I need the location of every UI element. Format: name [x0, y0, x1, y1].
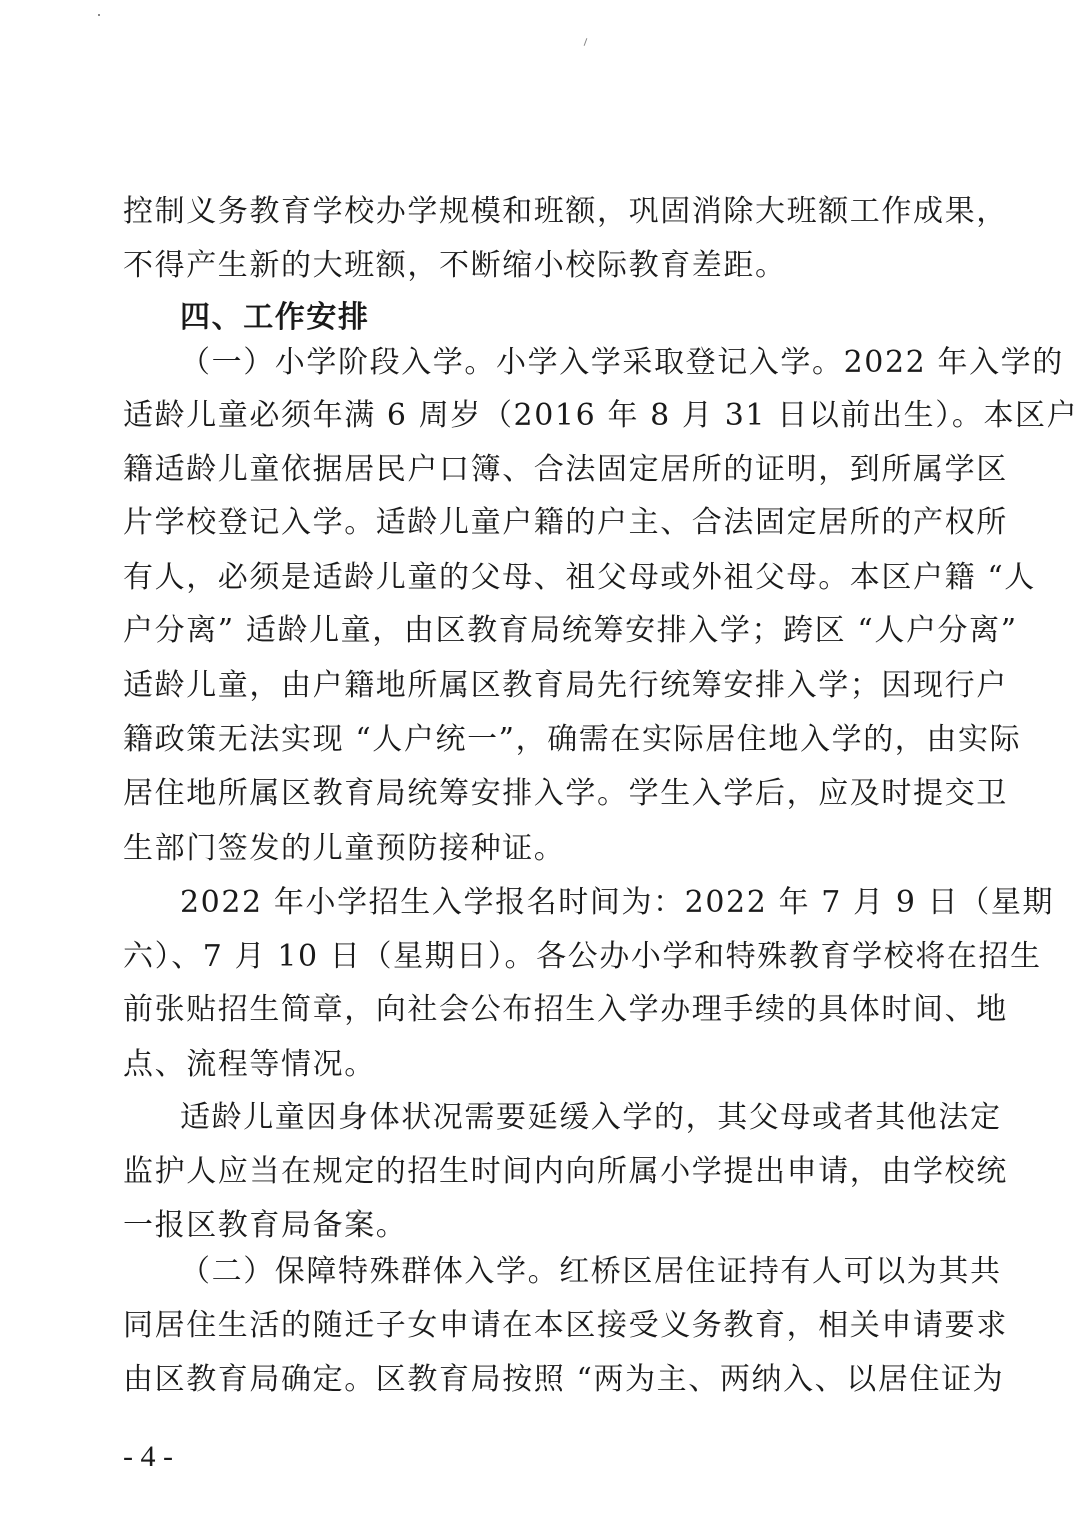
- text-line: 前张贴招生简章，向社会公布招生入学办理手续的具体时间、地: [123, 992, 1008, 1027]
- text-line: 适龄儿童必须年满 6 周岁（2016 年 8 月 31 日以前出生）。本区户: [123, 398, 1079, 433]
- text-line: 籍适龄儿童依据居民户口簿、合法固定居所的证明，到所属学区: [123, 452, 1008, 487]
- text-line: 由区教育局确定。区教育局按照 “两为主、两纳入、以居住证为: [123, 1362, 1005, 1397]
- scan-mark: [584, 38, 588, 46]
- text-line: 一报区教育局备案。: [123, 1208, 408, 1243]
- text-line: （一）小学阶段入学。小学入学采取登记入学。2022 年入学的: [180, 345, 1064, 380]
- text-line: （二）保障特殊群体入学。红桥区居住证持有人可以为其共: [180, 1254, 1002, 1289]
- text-line: 适龄儿童因身体状况需要延缓入学的，其父母或者其他法定: [180, 1100, 1002, 1135]
- text-line: 适龄儿童，由户籍地所属区教育局先行统筹安排入学；因现行户: [123, 668, 1008, 703]
- text-line: 片学校登记入学。适龄儿童户籍的户主、合法固定居所的产权所: [123, 505, 1008, 540]
- text-line: 户分离” 适龄儿童，由区教育局统筹安排入学；跨区 “人户分离”: [123, 613, 1018, 648]
- page-number: - 4 -: [123, 1440, 173, 1473]
- section-heading: 四、工作安排: [180, 300, 370, 335]
- text-line: 控制义务教育学校办学规模和班额，巩固消除大班额工作成果，: [123, 194, 1008, 229]
- text-line: 同居住生活的随迁子女申请在本区接受义务教育，相关申请要求: [123, 1308, 1008, 1343]
- text-line: 2022 年小学招生入学报名时间为：2022 年 7 月 9 日（星期: [180, 885, 1055, 920]
- text-line: 生部门签发的儿童预防接种证。: [123, 831, 566, 866]
- text-line: 六）、7 月 10 日（星期日）。各公办小学和特殊教育学校将在招生: [123, 939, 1042, 974]
- text-line: 点、流程等情况。: [123, 1047, 376, 1082]
- text-line: 监护人应当在规定的招生时间内向所属小学提出申请，由学校统: [123, 1154, 1008, 1189]
- text-line: 籍政策无法实现 “人户统一”，确需在实际居住地入学的，由实际: [123, 722, 1022, 757]
- text-line: 不得产生新的大班额，不断缩小校际教育差距。: [123, 248, 787, 283]
- text-line: 居住地所属区教育局统筹安排入学。学生入学后，应及时提交卫: [123, 776, 1008, 811]
- text-line: 有人，必须是适龄儿童的父母、祖父母或外祖父母。本区户籍 “人: [123, 560, 1036, 595]
- scan-speck: [98, 14, 100, 16]
